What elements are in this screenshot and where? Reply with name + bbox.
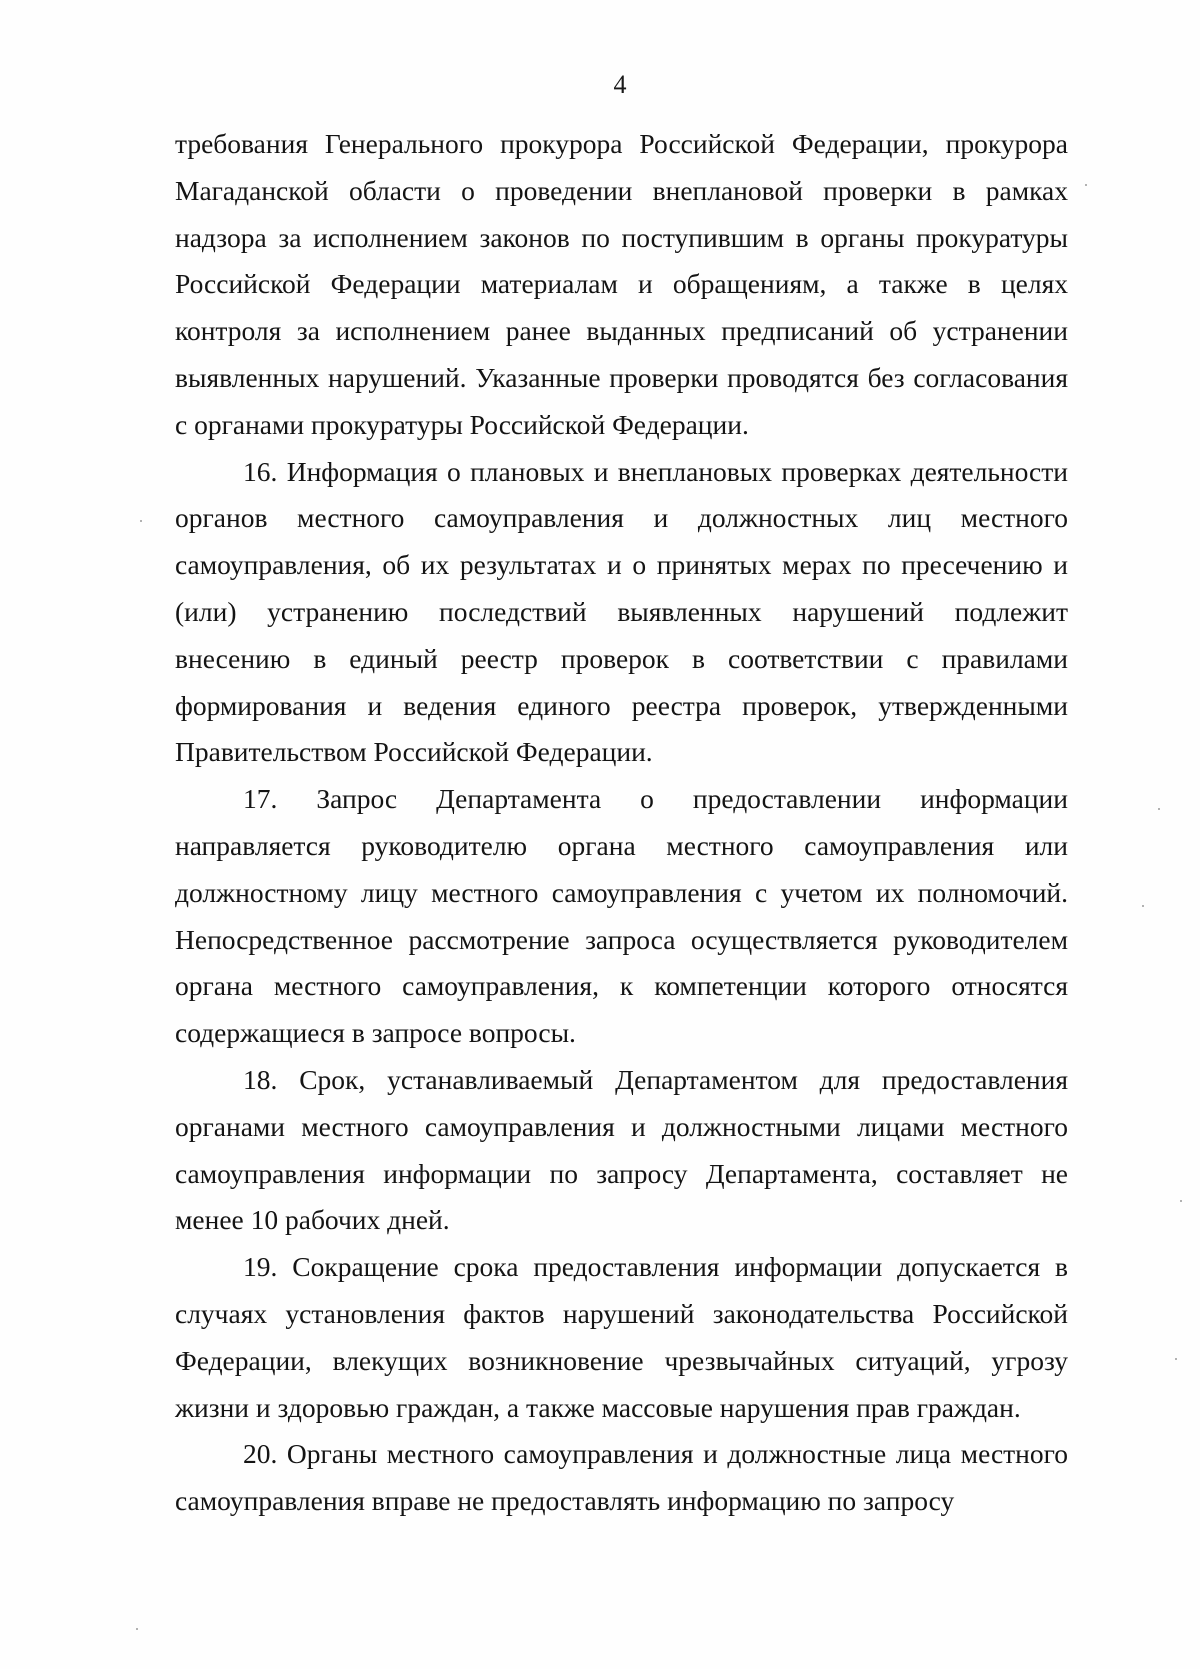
scan-speck — [140, 520, 142, 522]
paragraph-item-19: 19. Сокращение срока предоставления информации допускается в случаях установления фактов нарушений законодательства Российской Федерации, влекущих возникновение чрезвычайных ситуаций, угрозу жизни и здоровью граждан, а также массовые нарушения прав граждан. — [175, 1251, 1068, 1423]
scan-speck — [1175, 1358, 1177, 1360]
paragraph-item-17: 17. Запрос Департамента о предоставлении информации направляется руководителю органа местного самоуправления или должностному лицу местного самоуправления с учетом их полномочий. Непосредственное рассмотрение запроса осуществляется руководителем органа местного самоуправления, к компетенции которого относятся содержащиеся в запросе вопросы. — [175, 783, 1068, 1049]
paragraph-item-18: 18. Срок, устанавливаемый Департаментом для предоставления органами местного самоуправления и должностными лицами местного самоуправления информации по запросу Департамента, составляет не менее 10 рабочих дней. — [175, 1063, 1068, 1236]
scan-speck — [136, 1628, 138, 1630]
paragraph-item-16: 16. Информация о плановых и внеплановых проверках деятельности органов местного самоуправления и должностных лиц местного самоуправления, об их результатах и о принятых мерах по пресечению и (или) устранению последствий выявленных нарушений подлежит внесению в единый реестр проверок в соответствии с правилами формирования и ведения единого реестра проверок, утвержденными Правительством Российской Федерации. — [175, 455, 1068, 768]
scan-speck — [1142, 905, 1144, 907]
scan-speck — [1085, 184, 1087, 186]
document-body — [175, 121, 1068, 1525]
paragraph-continuation: требования Генерального прокурора Российской Федерации, прокурора Магаданской области о проведении внеплановой проверки в рамках надзора за исполнением законов по поступившим в органы прокуратуры Российской Федерации материалам и обращениям, а также в целях контроля за исполнением ранее выданных предписаний об устранении выявленных нарушений. Указанные проверки проводятся без согласования с органами прокуратуры Российской Федерации. — [175, 128, 1068, 440]
scan-speck — [1180, 1200, 1182, 1202]
scan-speck — [1158, 808, 1160, 810]
page-number: 4 — [613, 70, 627, 99]
paragraph-item-20: 20. Органы местного самоуправления и должностные лица местного самоуправления вправе не предоставлять информацию по запросу — [175, 1438, 1068, 1517]
